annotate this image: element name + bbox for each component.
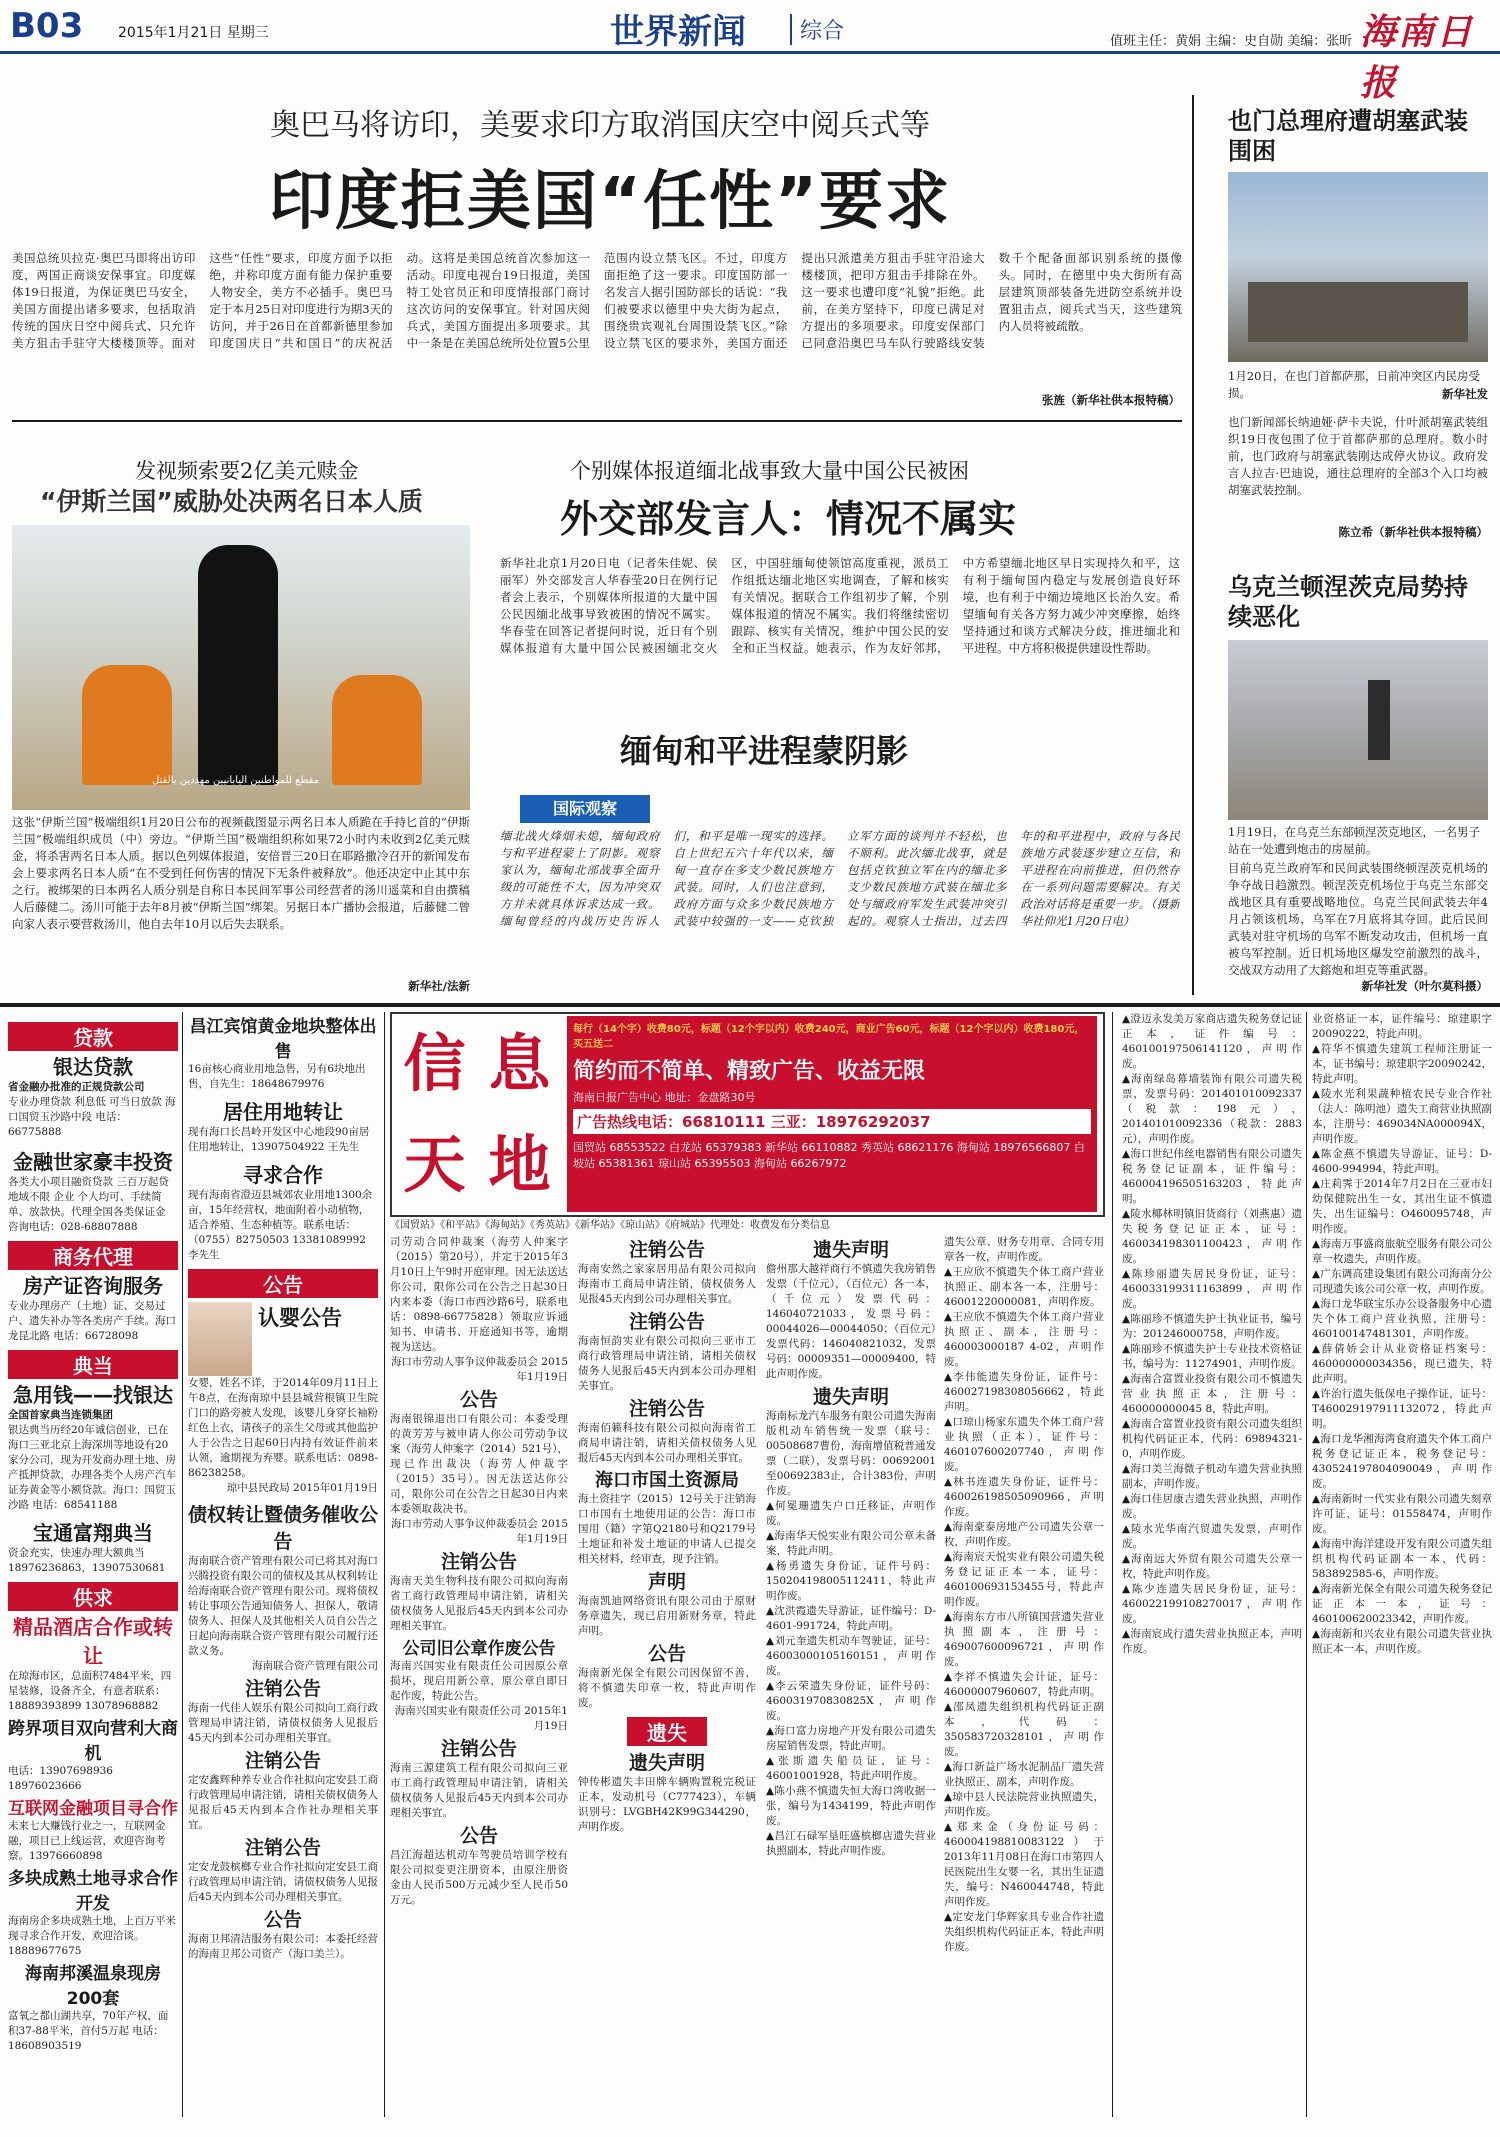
man-figure (1368, 680, 1390, 760)
coop-text: 现有海南省澄迈县城郊农业用地1300余亩，15年经营权，地面附着小动植物，适合养殖、生态种植等。联系电话：（0755）82750503 13381089992 李先生 (188, 1189, 373, 1261)
invest-text: 各类大小项目融资贷款 三百万起贷 地域不限 企业 个人均可、手续简单、放款快。代理全国各类保证金 咨询电话：028-68807888 (8, 1176, 169, 1233)
editors-line: 值班主任：黄娟 主编：史自勋 美编：张昕 (1110, 34, 1353, 49)
hotspring-name: 海南邦溪温泉现房200套 (25, 1964, 161, 2009)
fin-text: 未来七大赚钱行业之一，互联网金融，项目已上线运营，欢迎咨询考察。13976660898 (8, 1820, 166, 1862)
classifieds-column-4 (578, 1235, 756, 2115)
loan-name: 银达贷款 (53, 1055, 133, 1079)
banner-hotline: 广告热线电话：66810111 三亚：18976292037 (573, 1109, 1091, 1134)
banner-org: 海南日报广告中心 地址：金盘路30号 (573, 1091, 756, 1104)
notice-bar: 公告 (188, 1269, 378, 1298)
commentary-body: 缅北战火烽烟未熄，缅甸政府与和平进程蒙上了阴影。观察家认为，缅甸北部战事全面升级的可能性不大，因为冲突双方并未就具体诉求达成一致。缅甸曾经的内战历史告诉人们，和平是唯一现实的选择。自上世纪五六十年代以来，缅甸一直存在多支少数民族地方武装。同时，人们也注意到，政府方面与众多少数民族地方武装中较强的一支——克钦独立军方面的谈判并不轻松，也不顺利。此次缅北战事，就是包括克钦独立军在内的缅北多支少数民族地方武装在缅北多处与缅政府军发生武装冲突引起的。观察人士指出，过去四年的和平进程中，政府与各民族地方武装逐步建立互信，和平进程在向前推进，但仍然存在一系列问题需要解决。有关政治对话将是重要一步。（摄新华社仰光1月20日电） (500, 829, 1180, 928)
infant-photo (188, 1302, 252, 1376)
baotong-text: 资金充实，快速办理大额典当 18976236863，13907530681 (8, 1547, 166, 1574)
yemen-caption: 1月20日，在也门首都萨那，日前冲突区内民房受损。 (1228, 369, 1480, 400)
info-banner (390, 1012, 1105, 1217)
section-subtitle: 综合 (790, 14, 844, 45)
notice-text: 海南新光保全有限公司因保留不善，将不慎遗失印章一枚，特此声明作废。 (578, 1667, 756, 1709)
cancel-head: 注销公告 (628, 1398, 705, 1420)
notice-head: 公告 (459, 1825, 498, 1847)
cancel-head: 注销公告 (440, 1551, 517, 1573)
masthead (0, 0, 1500, 104)
ukraine-byline: 新华社发（叶尔莫科摄） (1361, 979, 1488, 993)
burma-body: 新华社北京1月20日电（记者朱佳妮、侯丽军）外交部发言人华春莹20日在例行记者会上表示，个别媒体所报道的大量中国公民因缅北战事导致被困的情况不属实。华春莹在回答记者提问时说，近日有个别媒体报道有大量中国公民被困缅北交火区，中国驻缅甸使领馆高度重视，派员工作组抵达缅北地区实地调查，了解和核实有关情况。据联合工作组初步了解，个别媒体报道的情况不属实。我们将继续密切跟踪、核实有关情况，维护中国公民的安全和正当权益。她表示，作为友好邻邦，中方希望缅北地区早日实现持久和平，这有利于缅甸国内稳定与发展创造良好环境，也有利于中缅边境地区长治久安。希望缅甸有关各方努力减少冲突摩擦，始终坚持通过和谈方式解决分歧，推进缅北和平进程。中方将积极提供建设性帮助。 (500, 556, 1180, 655)
cancel-head: 注销公告 (244, 1750, 321, 1772)
hotspring-text: 富氧之都山湖共享，70年产权，面积37-88平米，首付5万起 电话：18608903519 (8, 2010, 169, 2052)
cancel-head: 注销公告 (244, 1837, 321, 1859)
debt-signature: 海南联合资产管理有限公司 (252, 1660, 378, 1672)
hotel-name: 精品酒店合作或转让 (13, 1615, 173, 1668)
militant-figure (198, 545, 278, 785)
divider (12, 420, 1182, 422)
cancel-head: 注销公告 (628, 1311, 705, 1333)
mall-name: 跨界项目双向营利大商机 (8, 1719, 178, 1764)
notice-head: 公告 (263, 1909, 302, 1931)
pawn-bar: 典当 (8, 1350, 178, 1379)
lost-bar: 遗失 (627, 1717, 707, 1746)
ukraine-caption: 1月19日，在乌克兰东部顿涅茨克地区，一名男子站在一处遭到炮击的房屋前。 (1228, 825, 1480, 856)
page-number: B03 (10, 6, 84, 46)
column-divider (1192, 95, 1194, 995)
loan-bar: 贷款 (8, 1022, 178, 1051)
banner-slogan: 简约而不简单、精致广告、收益无限 (573, 1059, 926, 1084)
court-text: 司劳动合同仲裁案（海劳人仲案字（2015）第20号），并定于2015年3月10日上午9时开庭审理。因无法送达你公司，限你公司在公告之日起30日内来本委（海口市西沙路6号，联系电话：0898-66775828）领取应诉通知书、申请书、开庭通知书等，逾期视为送达。 (390, 1236, 568, 1353)
notice-text: 昌江海超达机动车驾驶员培训学校有限公司拟变更注册资本，由原注册资金由人民币500万元减少至人民币50万元。 (390, 1849, 568, 1906)
banner-panel (567, 1016, 1097, 1212)
lead-kicker: 奥巴马将访印，美要求印方取消国庆空中阅兵式等 (270, 108, 930, 143)
statement-text: 海南凯迪网络资讯有限公司由于原财务章遗失，现已启用新财务章，特此声明。 (578, 1595, 756, 1637)
land-name: 多块成熟土地寻求合作开发 (8, 1869, 178, 1914)
lead-byline: 张旌（新华社供本报特稿） (1042, 393, 1180, 407)
baotong-name: 宝通富翔典当 (33, 1521, 153, 1545)
pawn-name: 急用钱——找银达 (13, 1383, 173, 1407)
adopt-block (188, 1302, 378, 1376)
cancel-text: 海南三源建筑工程有限公司拟向三亚市工商行政管理局申请注销，请相关债权债务人见报后45天内到本公司办理相关事宜。 (390, 1762, 568, 1819)
court-signature: 海口市劳动人事争议仲裁委员会 2015年1月19日 (390, 1356, 568, 1383)
pawn-text: 银达典当历经20年诚信创业，已在海口三亚北京上海深圳等地设有20家分公司，现为开发商办理土地、房产抵押贷款，办理各类个人房产汽车证券黄金等小额贷款。海口：国贸玉沙路 电话：68541188 (8, 1424, 176, 1511)
lost-head: 遗失声明 (812, 1239, 889, 1261)
classifieds-column-6: 遗失公章、财务专用章、合同专用章各一枚，声明作废。 ▲王应欣不慎遗失个体工商户营业执照正、副本各一本，注册号：46001220000081，声明作废。 ▲王应欣不慎遗失个体工商户营业执照正、副本，注册号：460003000187 4-02，声明作废。 ▲李伟能遗失身份证，证件号：460027198308056662，特此声明。 ▲口琼山杨家东遗失个体工商户营业执照（正本），证件号：460107600207740，声明作废。 ▲林书连遗失身份证，证件号：460026198505090966，声明作废。 ▲海南豪泰房地产公司遗失公章一枚，声明作废。 ▲海南宸天悦实业有限公司遗失税务登记证正本一本，证号：460100693153455号，特此声明作废。 ▲海南东方市八所镇国营遗失营业执照副本，注册号：469007600096721，声明作废。 ▲李祥不慎遗失会计证，证号：46000007960607，特此声明。 ▲邵凤遗失组织机构代码证正副本，代码：350583720328101，声明作废。 ▲海口新益广场水泥制品厂遗失营业执照正、副本，声明作废。 ▲琼中县人民法院营业执照遗失，声明作废。 ▲郑来金（身份证号码：460004198810083122）于2013年11月08日在海口市第四人民医院出生女婴一名，其出生证遗失，编号：N460044748，特此声明作废。 ▲定安龙门华辉家具专业合作社遗失组织机构代码证正本，特此声明作废。 (944, 1236, 1104, 1953)
cancel-text: 海南安然之家家居用品有限公司拟向海南市工商局申请注销，债权债务人见报45天内到公司办理相关事宜。 (578, 1263, 756, 1305)
cancel-text: 海南天美生物科技有限公司拟向海南省工商行政管理局申请注销，请相关债权债务人见报后45天内到本公司办理相关事宜。 (390, 1575, 568, 1632)
sale-text: 16亩核心商业用地急售，另有6块地出售，自先生：18648679976 (188, 1063, 366, 1090)
lost-text: 钟传彬遗失丰田牌车辆购置税完税证正本，发动机号（C777423），车辆识别号：LVGBH42K99G344290，声明作废。 (578, 1776, 756, 1833)
pawn-subtitle: 全国首家典当连锁集团 (8, 1409, 113, 1421)
banner-glyph: 信 (403, 1027, 466, 1100)
cancel-head: 注销公告 (440, 1738, 517, 1760)
column-divider (1306, 1012, 1307, 2117)
cancel-text: 定安龙鼓槟榔专业合作社拟向定安县工商行政管理局申请注销，请债权债务人见报后45天内到本公司办理相关事宜。 (188, 1861, 378, 1903)
yemen-headline: 也门总理府遭胡塞武装围困 (1228, 107, 1468, 165)
banner-glyphs (392, 1014, 562, 1215)
land-text: 海南房企多块成熟土地，上百万平米现寻求合作开发，欢迎洽谈。18889677675 (8, 1915, 176, 1957)
column-divider (384, 1012, 385, 2117)
lost-text: 儋州那大越祥商行不慎遗失我房销售发票（千位元），（百位元）各一本，（千位元）发票代码：146040721033，发票号码：00044026—00044050；（百位元）发票代码：146040821032，发票号码：00009351—00009400，特此声明作废。 (766, 1263, 936, 1380)
ukraine-headline: 乌克兰顿涅茨克局势持续恶化 (1228, 573, 1468, 631)
notice-text: 海南银锦退出口有限公司：本委受理的黄芳芳与被申请人你公司劳动争议案（海劳人仲案字（2014）521号），现已作出裁决（海劳人仲裁字（2015）35号）。因无法送达你公司，限你公司在公告之日起30日内来本委领取裁决书。 (390, 1413, 568, 1515)
classifieds-column-3 (390, 1235, 568, 2115)
agency-name: 房产证咨询服务 (23, 1274, 163, 1298)
debt-head: 债权转让暨债务催收公告 (188, 1504, 378, 1553)
agency-bar: 商务代理 (8, 1241, 178, 1270)
banner-glyph: 息 (488, 1027, 551, 1100)
adopt-text: 女婴，姓名不详，于2014年09月11日上午8点，在海南琼中县县城营根镇卫生院门口的路旁被人发现，该婴儿身穿长袖粉红色上衣，请孩子的亲生父母或其他监护人于公告之日起60日内持有效证件前来认领，逾期视为弃婴。联系电话：0898-86238258。 (188, 1377, 378, 1479)
notice-head: 公告 (459, 1389, 498, 1411)
cancel-head: 注销公告 (244, 1678, 321, 1700)
rubble-shape (1248, 282, 1468, 342)
banner-glyph: 天 (403, 1127, 466, 1201)
seal-text: 海南兴国实业有限责任公司因原公章损坏，现启用新公章，原公章自即日起作废，特此公告。 (390, 1660, 568, 1702)
cancel-text: 海南佰籁科技有限公司拟向海南省工商局申请注销，请相关债权债务人见报后45天内到本公司办理相关事宜。 (578, 1422, 756, 1464)
isis-photo (12, 525, 470, 810)
house-text: 现有海口长昌岭开发区中心地段90亩居住用地转让，13907504922 王先生 (188, 1126, 370, 1153)
column-divider (182, 1012, 183, 2117)
banner-agents: 国贸站 68553522 白龙站 65379383 新华站 66110882 秀英站 68621176 海甸站 18976566807 白坡站 65381361 琼山站 65395503 海甸站 66267972 (573, 1141, 1085, 1170)
hostage-figure (82, 665, 172, 785)
hotel-text: 在琼海市区，总面积7484平米，四星装修，设备齐全，有意者联系：18889393899 13078968882 (8, 1670, 172, 1712)
isis-headline: “伊斯兰国”威胁处决两名日本人质 (40, 487, 423, 516)
isis-kicker: 发视频索要2亿美元赎金 (135, 459, 359, 483)
cancel-text: 定安鑫辉种养专业合作社拟向定安县工商行政管理局申请注销，请相关债权债务人见报后45天内到本合作社办理相关事宜。 (188, 1774, 378, 1831)
statement-head: 声明 (647, 1571, 686, 1593)
lead-headline: 印度拒美国“任性”要求 (268, 165, 952, 239)
burma-headline: 外交部发言人：情况不属实 (560, 497, 1017, 541)
lead-body: 美国总统贝拉克·奥巴马即将出访印度，两国正商谈安保事宜。印度媒体19日报道，为保证奥巴马安全，美国方面提出诸多要求，包括取消传统的国庆日空中阅兵式、只允许美方狙击手驻守大楼楼顶等。面对这些“任性”要求，印度方面予以拒绝，并称印度方面有能力保护重要人物安全，美方不必插手。奥巴马定于本月25日对印度进行为期3天的访问，并于26日在首都新德里参加印度国庆日“共和国日”的庆祝活动。这将是美国总统首次参加这一活动。印度电视台19日报道，美国特工处官员正和印度情报部门商讨这次访问的安保事宜。针对国庆阅兵式，美国方面提出多项要求。其中一条是在美国总统所处位置5公里范围内设立禁飞区。不过，印度方面拒绝了这一要求。印度国防部一名发言人据引国防部长的话说：“我们被要求以德里中央大街为起点，围绕贵宾观礼台周围设禁飞区。”除设立禁飞区的要求外，美国方面还提出只派遣美方狙击手驻守沿途大楼楼顶，把印方狙击手排除在外。这一要求也遭印度“礼貌”拒绝。此前，在美方坚持下，印度已满足对方提出的多项要求。印度安保部门已同意沿奥巴马车队行驶路线安装数千个配备面部识别系统的摄像头。同时，在德里中央大街所有高层建筑顶部装备先进防空系统并设置狙击点，阅兵式当天，这些建筑内人员将被疏散。 (12, 251, 1182, 350)
supply-bar: 供求 (8, 1582, 178, 1611)
invest-name: 金融世家豪丰投资 (13, 1150, 173, 1174)
isis-body: 这张“伊斯兰国”极端组织1月20日公布的视频截图显示两名日本人质跪在手持匕首的“伊斯兰国”极端组织成员（中）旁边。“伊斯兰国”极端组织称如果72小时内未收到2亿美元赎金，将杀害两名日本人质。据以色列媒体报道，安倍晋三20日在耶路撒冷召开的新闻发布会上要求两名日本人质“在不受到任何伤害的情况下无条件被释放”。他还决定中止其中东之行。被绑架的日本两名人质分别是自称日本民间军事公司经营者的汤川遥菜和自由撰稿人后藤健二。汤川可能于去年8月被“伊斯兰国”绑架。另据日本广播协会报道，后藤健二曾向家人表示要营救汤川，他自去年10月以后失去联系。 (12, 815, 470, 931)
commentary-headline: 缅甸和平进程蒙阴影 (620, 732, 909, 770)
land-bureau-text: 海土资挂字（2015）12号关于注销海口市国有土地使用证的公告：海口市国用（籍）字第Q2180号和Q2179号土地证和补发土地证的申请人已提交相关材料，经审查，现予注销。 (578, 1493, 756, 1565)
cancel-text: 海南恒韵实业有限公司拟向三亚市工商行政管理局申请注销，请相关债权债务人见报后45天内到本公司办理相关事宜。 (578, 1335, 756, 1392)
lost-head: 遗失声明 (812, 1386, 889, 1408)
ukraine-body: 目前乌克兰政府军和民间武装围绕顿涅茨克机场的争夺战日趋激烈。顿涅茨克机场位于乌克兰东部交战地区具有重要战略地位。乌克兰民间武装去年4月占领该机场，乌军在7月底将其夺回。此后民间武装对驻守机场的乌军不断发动攻击，但机场一直被乌军控制。近日机场地区爆发空前激烈的战斗，交战双方动用了大鎔炮和坦克等重武器。 (1228, 861, 1488, 977)
seal-head: 公司旧公章作废公告 (402, 1639, 556, 1659)
section-divider (0, 1003, 1500, 1007)
sale-head: 昌江宾馆黄金地块整体出售 (189, 1017, 377, 1062)
fin-name: 互联网金融项目寻合作 (8, 1799, 178, 1819)
photo-overlay-text: مقطع للمواطنين اليابانيين مهددين بالقتل (152, 775, 320, 786)
classifieds-column-8: 业资格证一本，证件编号：琼建职字20090222，特此声明。 ▲符华不慎遗失建筑工程师注册证一本，证书编号：琼建职字20090242，特此声明。 ▲陵水光利果蔬种植农民专业合作社（法人：陈明池）遗失工商营业执照副本，注册号：469034NA000094X，声明作废。 ▲陈金燕不慎遗失导游证，证号：D-4600-994994，特此声明。 ▲庄莉霁于2014年7月2日在三亚市妇幼保健院出生一女，其出生证不慎遗失，出生证编号：O460095748，声明作废。 ▲海南万事盛商旅航空服务有限公司公章一枚遗失，声明作废。 ▲广东调高建设集团有限公司海南分公司现遗失该公司公章一枚，声明作废。 ▲海口龙华联宝乐办公设备服务中心遗失个体工商户营业执照，注册号：460100147481301，声明作废。 ▲薛倩娇会计从业资格证档案号：460000000034356，现已遗失，特此声明。 ▲许治行遗失低保电子操作证，证号：T460029197911132072，特此声明。 ▲海口龙华湘海湾食府遗失个体工商户税务登记证正本，税务登记号：430524197804090049，声明作废。 ▲海南新时一代实业有限公司遗失刻章许可证，证号：01558474，声明作废。 ▲海南中海洋建设开发有限公司遗失组织机构代码证副本一本，代码：583892585-6，声明作废。 ▲海南新光保全有限公司遗失税务登记证正本一本，证号：460100620023342，声明作废。 ▲海南新和兴农业有限公司遗失营业执照正本一本，声明作废。 (1312, 1013, 1492, 1655)
mall-text: 电话：13907698936 18976023666 (8, 1765, 113, 1792)
notice-head: 公告 (647, 1643, 686, 1665)
yemen-photo (1228, 172, 1488, 362)
notice-signature: 海口市劳动人事争议仲裁委员会 2015年1月19日 (390, 1518, 568, 1545)
issue-date: 2015年1月21日 星期三 (118, 25, 269, 41)
burma-kicker: 个别媒体报道缅北战事致大量中国公民被困 (570, 459, 969, 483)
banner-rates: 每行（14个字）收费80元，标题（12个字以内）收费240元，商业广告60元，标题（12个字以内）收费180元，买五送二 (573, 1024, 1085, 1050)
yemen-caption-credit: 新华社发 (1442, 387, 1488, 401)
loan-text: 专业办理贷款 利息低 可当日放款 海口国贸玉沙路中段 电话：66775888 (8, 1096, 176, 1138)
classifieds-column-7: ▲澄迈永发美万家商店遗失税务登记证正本，证件编号：460100197506141120，声明作废。 ▲海南绿岛幕墙装饰有限公司遗失税票，发票号码：201401010092337（税款：198元），201401010092336（税款：2883元），声明作废。 ▲海口世纪伟丝电器销售有限公司遗失税务登记证副本，证件编号：460004196505163203，特此声明。 ▲陵水椰林明镇旧货商行（刘燕惠）遗失税务登记证正本，证号：460034198301100423，声明作废。 ▲陈珍丽遗失居民身份证，证号：460033199311163899，声明作废。 ▲陈丽珍不慎遗失护士执业证书，编号为：201246000758，声明作废。 ▲陈丽珍不慎遗失护士专业技术资格证书，编号为：11274901，声明作废。 ▲海南合富置业投资有限公司不慎遗失营业执照正本，注册号：460000000045 8，特此声明。 ▲海南合富置业投资有限公司遗失组织机构代码证正本，代码：69894321-0，声明作废。 ▲海口美兰海微子机动车遗失营业执照副本，声明作废。 ▲海口佳居康吉遗失营业执照，声明作废。 ▲陵水光华南汽贸遗失发票，声明作废。 ▲海南远大外贸有限公司遗失公章一枚，特此声明作废。 ▲陈少连遗失居民身份证，证号：460022199108270017，声明作废。 ▲海南宸成行遗失营业执照正本，声明作废。 (1122, 1013, 1302, 1655)
commentary-tag: 国际观察 (520, 795, 650, 823)
cancel-head: 注销公告 (628, 1239, 705, 1261)
cancel-text: 海南一代佳人娱乐有限公司拟向工商行政管理局申请注销，请债权债务人见报后45天内到本公司办理相关事宜。 (188, 1702, 378, 1744)
loan-subtitle: 省金融办批准的正规贷款公司 (8, 1081, 145, 1093)
hostage-figure (332, 675, 422, 785)
adopt-head: 认婴公告 (258, 1306, 342, 1330)
house-head: 居住用地转让 (223, 1100, 343, 1124)
lost-text: 海南标龙汽车服务有限公司遗失海南版机动车销售统一发票（联号：00508687曹份，海南增值税普通发票（二联），发票号码：00692001至00692383止，合计383份，声明作废。 ▲何冕珊遗失户口迁移证，声明作废。 ▲海南华天悦实业有限公司公章未备案，特此声明。 ▲杨勇遗失身份证，证件号码：150204198005112411，特此声明作废。 ▲沈洪霞遗失导游证，证件编号：D-4601-991724，特此声明。 ▲刘元奎遗失机动车驾驶证，证号：46003000105160151，声明作废。 ▲李云荣遗失身份证，证件号码：460031970830825X，声明作废。 ▲海口富力房地产开发有限公司遗失房屋销售发票，特此声明。 ▲张斯遗失船员证，证号：46001001928，特此声明作废。 ▲陈小燕不慎遗失恒大海口湾收据一张，编号为1434199，特此声明作废。 ▲昌江石碌军垦旺盛槟榔店遗失营业执照副本，特此声明作废。 (766, 1410, 936, 1857)
banner-footer: 《国贸站》《和平站》《海甸站》《秀英站》《新华站》《琼山站》《府城站》代理处：收费发布分类信息 (390, 1220, 830, 1231)
classifieds-column-2 (188, 1012, 378, 2117)
classifieds-column-1 (8, 1012, 178, 2117)
banner-glyph: 地 (488, 1127, 551, 1201)
column-divider (1112, 1012, 1113, 2117)
classifieds-column-5 (766, 1235, 936, 2115)
coop-head: 寻求合作 (243, 1163, 323, 1187)
adopt-signature: 琼中县民政局 2015年01月19日 (226, 1482, 378, 1494)
lost-head: 遗失声明 (628, 1752, 705, 1774)
isis-byline: 新华社/法新 (408, 979, 470, 993)
newspaper-logo: 海南日报 (1360, 11, 1475, 104)
debt-text: 海南联合资产管理有限公司已将其对海口兴腾投资有限公司的债权及其从权利转让给海南联合资产管理有限公司。现将债权转让事项公告通知债务人、担保人，敬请债务人、担保人及其他相关人员自公告之日起向海南联合资产管理有限公司履行还款义务。 (188, 1555, 378, 1657)
notice-text: 海南卫邦清洁服务有限公司：本委托经营的海南卫邦公司资产（海口美兰）。 (188, 1933, 378, 1960)
yemen-byline: 陈立希（新华社供本报特稿） (1338, 525, 1488, 539)
ukraine-photo (1228, 640, 1488, 820)
seal-signature: 海南兴国实业有限责任公司 2015年1月19日 (394, 1705, 568, 1732)
yemen-body: 也门新闻部长纳迪娅·萨卡夫说，什叶派胡塞武装组织19日夜包围了位于首都萨那的总理府。数小时前，也门政府与胡塞武装刚达成停火协议。政府发言人拉吉·巴迪说，通往总理府的全部3个入口均被胡塞武装控制。 (1228, 415, 1488, 497)
land-bureau-head: 海口市国土资源局 (595, 1470, 739, 1491)
section-title: 世界新闻 (610, 12, 746, 52)
agency-text: 专业办理房产（土地）证、交易过户、遗失补办等各类房产手续。海口龙昆北路 电话：66728098 (8, 1300, 176, 1342)
